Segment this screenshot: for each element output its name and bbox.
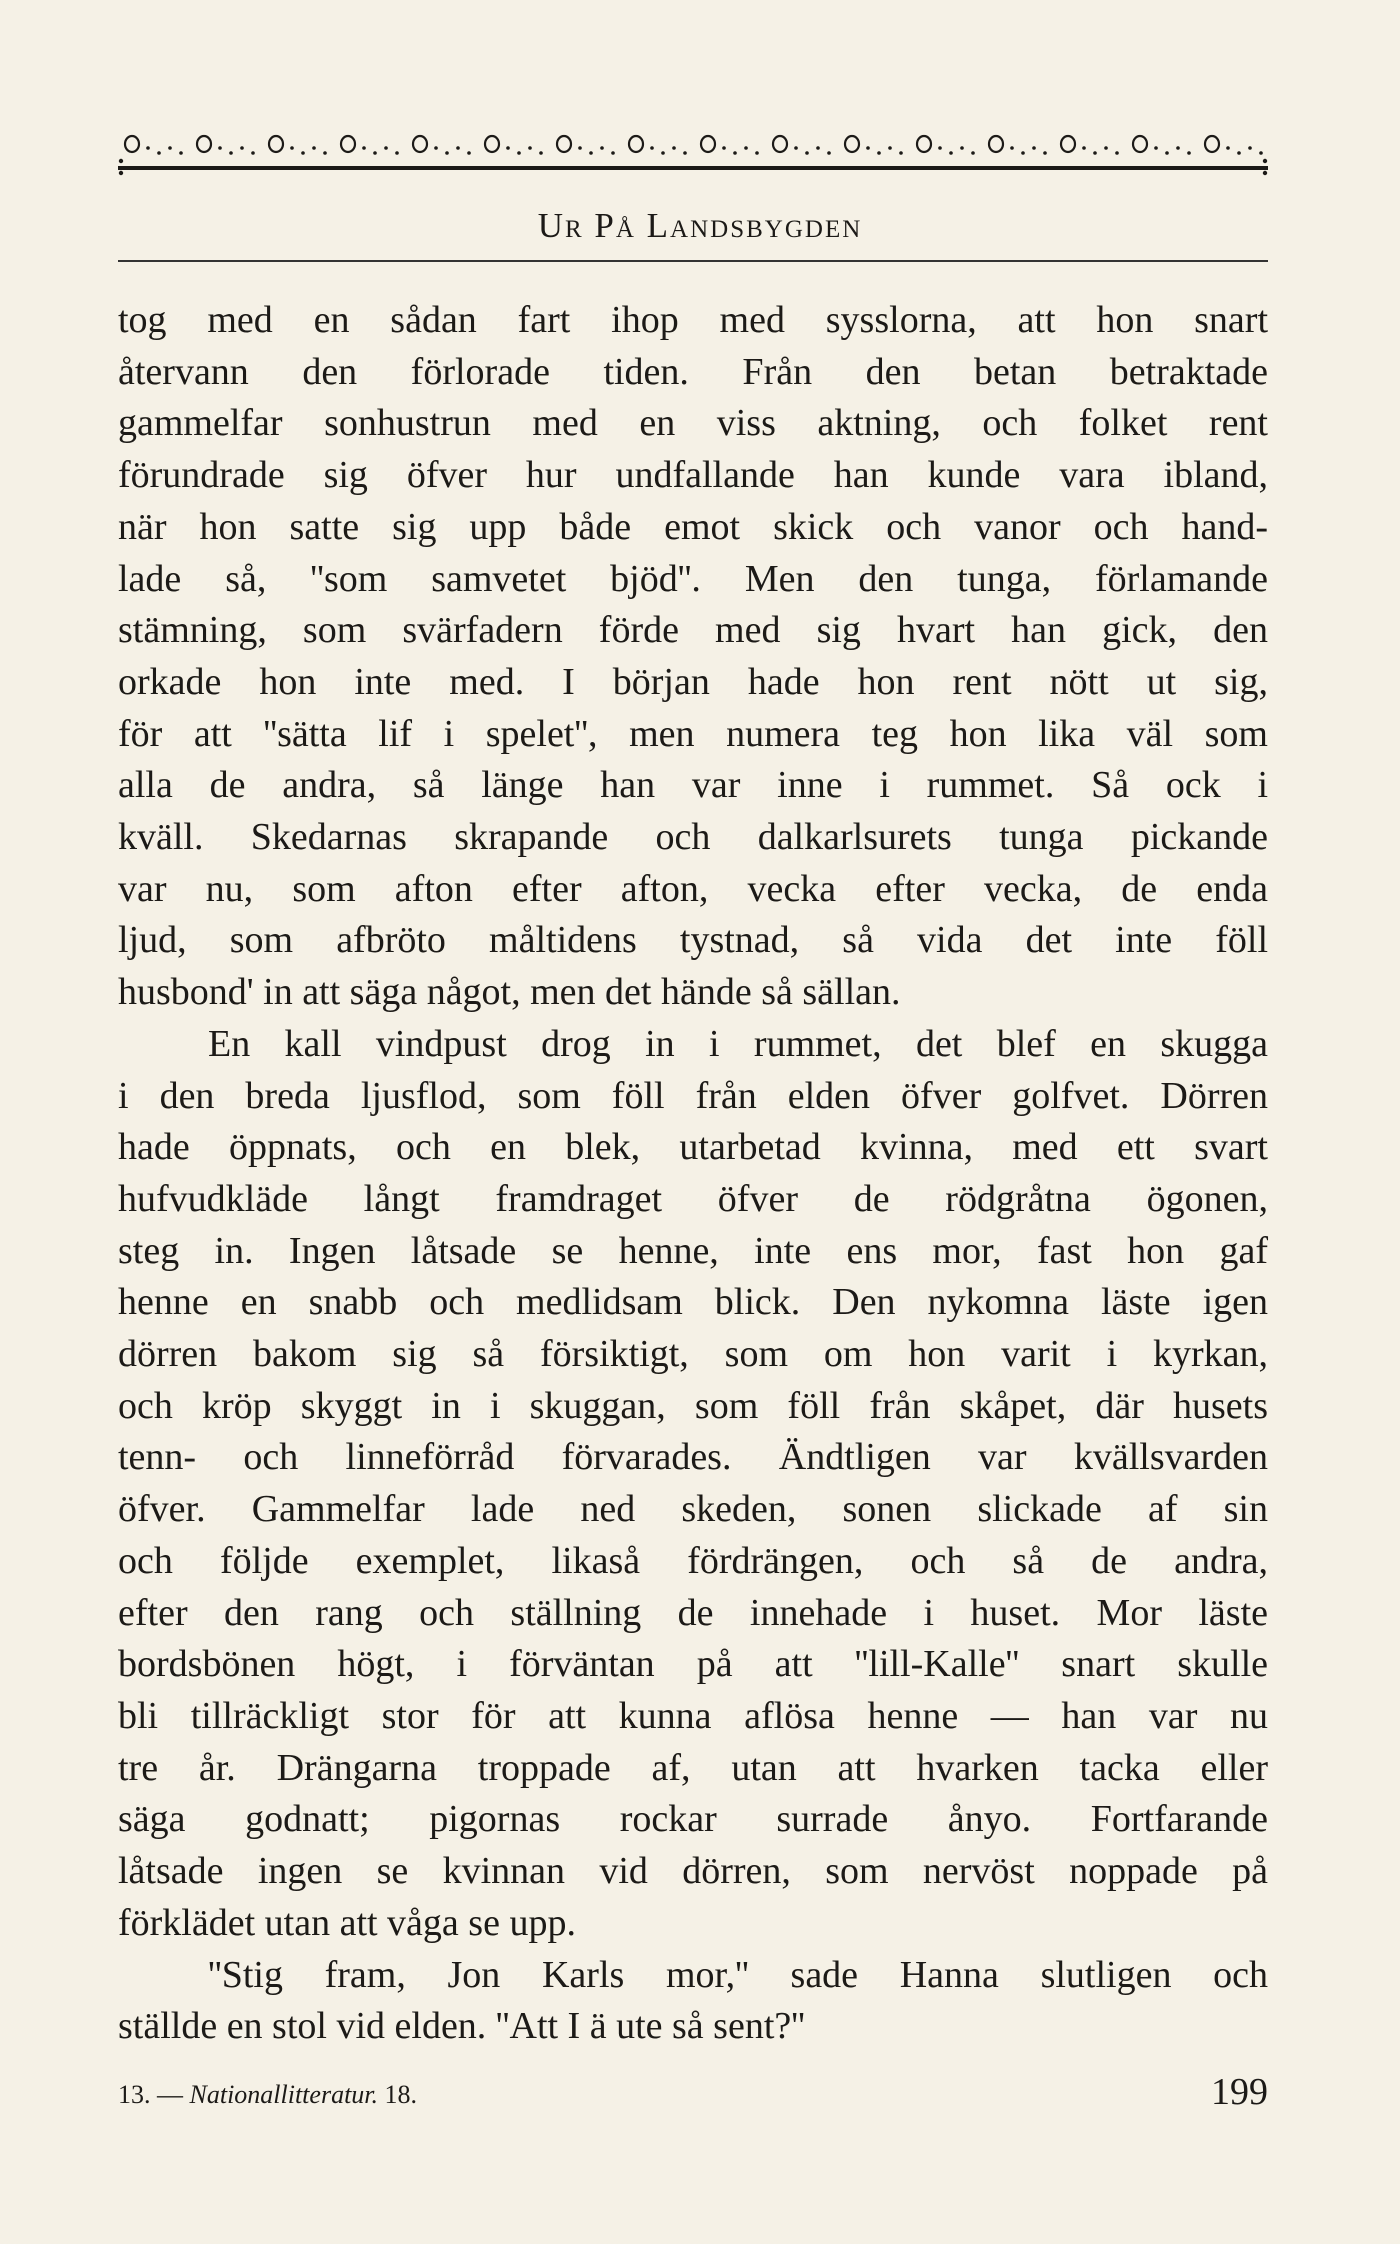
text-line: hufvudkläde långt framdraget öfver de rödgråtna ögonen, (118, 1177, 1268, 1220)
text-line: husbond' in att säga något, men det hände så sällan. (118, 971, 901, 1014)
text-line: steg in. Ingen låtsade se henne, inte ens mor, fast hon gaf (118, 1229, 1268, 1272)
text-line: och kröp skyggt in i skuggan, som föll från skåpet, där husets (118, 1384, 1268, 1427)
text-line: ljud, som afbröto måltidens tystnad, så vida det inte föll (118, 919, 1268, 962)
header-rule (118, 260, 1268, 262)
text-line: i den breda ljusflod, som föll från elden öfver golfvet. Dörren (118, 1074, 1268, 1117)
text-line: säga godnatt; pigornas rockar surrade ånyo. Fortfarande (118, 1798, 1268, 1841)
text-line: låtsade ingen se kvinnan vid dörren, som nervöst noppade på (118, 1850, 1268, 1893)
text-line: återvann den förlorade tiden. Från den betan betraktade (118, 350, 1268, 393)
text-line: kväll. Skedarnas skrapande och dalkarlsurets tunga pickande (118, 816, 1268, 859)
text-line: var nu, som afton efter afton, vecka efter vecka, de enda (118, 867, 1268, 910)
text-line: förundrade sig öfver hur undfallande han kunde vara ibland, (118, 454, 1268, 497)
text-line: gammelfar sonhustrun med en viss aktning, och folket rent (118, 402, 1268, 445)
text-line: henne en snabb och medlidsam blick. Den nykomna läste igen (118, 1281, 1268, 1324)
printer-signature (118, 2080, 417, 2110)
running-head: Ur På Landsbygden (537, 206, 863, 245)
body-text (118, 295, 1268, 2053)
text-line: tog med en sådan fart ihop med sysslorna, att hon snart (118, 299, 1268, 341)
text-line: ''Stig fram, Jon Karls mor,'' sade Hanna slutligen och (208, 1953, 1268, 1996)
text-line: förklädet utan att våga se upp. (118, 1901, 576, 1944)
text-line: ställde en stol vid elden. ''Att I ä ute så sent?'' (118, 2005, 805, 2048)
text-line: hade öppnats, och en blek, utarbetad kvinna, med ett svart (118, 1126, 1268, 1169)
text-line: En kall vindpust drog in i rummet, det blef en skugga (208, 1022, 1268, 1065)
text-line: orkade hon inte med. I början hade hon rent nött ut sig, (118, 660, 1268, 703)
text-line: lade så, ''som samvetet bjöd''. Men den tunga, förlamande (118, 557, 1268, 600)
text-line: tenn- och linneförråd förvarades. Ändtligen var kvällsvarden (118, 1436, 1268, 1479)
text-line: öfver. Gammelfar lade ned skeden, sonen slickade af sin (118, 1488, 1268, 1531)
text-line: bli tillräckligt stor för att kunna aflösa henne — han var nu (118, 1694, 1268, 1737)
text-line: bordsbönen högt, i förväntan på att ''lill-Kalle'' snart skulle (118, 1643, 1268, 1686)
signature-suffix: 18. (384, 2080, 418, 2109)
text-line: efter den rang och ställning de innehade i huset. Mor läste (118, 1591, 1268, 1634)
text-line: för att ''sätta lif i spelet'', men numera teg hon lika väl som (118, 712, 1268, 755)
decorative-border-ornament (118, 128, 1268, 178)
text-line: och följde exemplet, likaså fördrängen, och så de andra, (118, 1539, 1268, 1582)
page-number: 199 (1211, 2071, 1268, 2113)
signature-title: Nationallitteratur. (189, 2080, 379, 2109)
text-line: alla de andra, så länge han var inne i rummet. Så ock i (118, 764, 1268, 807)
signature-prefix: 13. — (118, 2080, 183, 2109)
text-line: när hon satte sig upp både emot skick och vanor och hand- (118, 505, 1268, 548)
text-line: dörren bakom sig så försiktigt, som om hon varit i kyrkan, (118, 1333, 1268, 1376)
text-line: stämning, som svärfadern förde med sig hvart han gick, den (118, 609, 1268, 652)
text-line: tre år. Drängarna troppade af, utan att hvarken tacka eller (118, 1746, 1268, 1789)
